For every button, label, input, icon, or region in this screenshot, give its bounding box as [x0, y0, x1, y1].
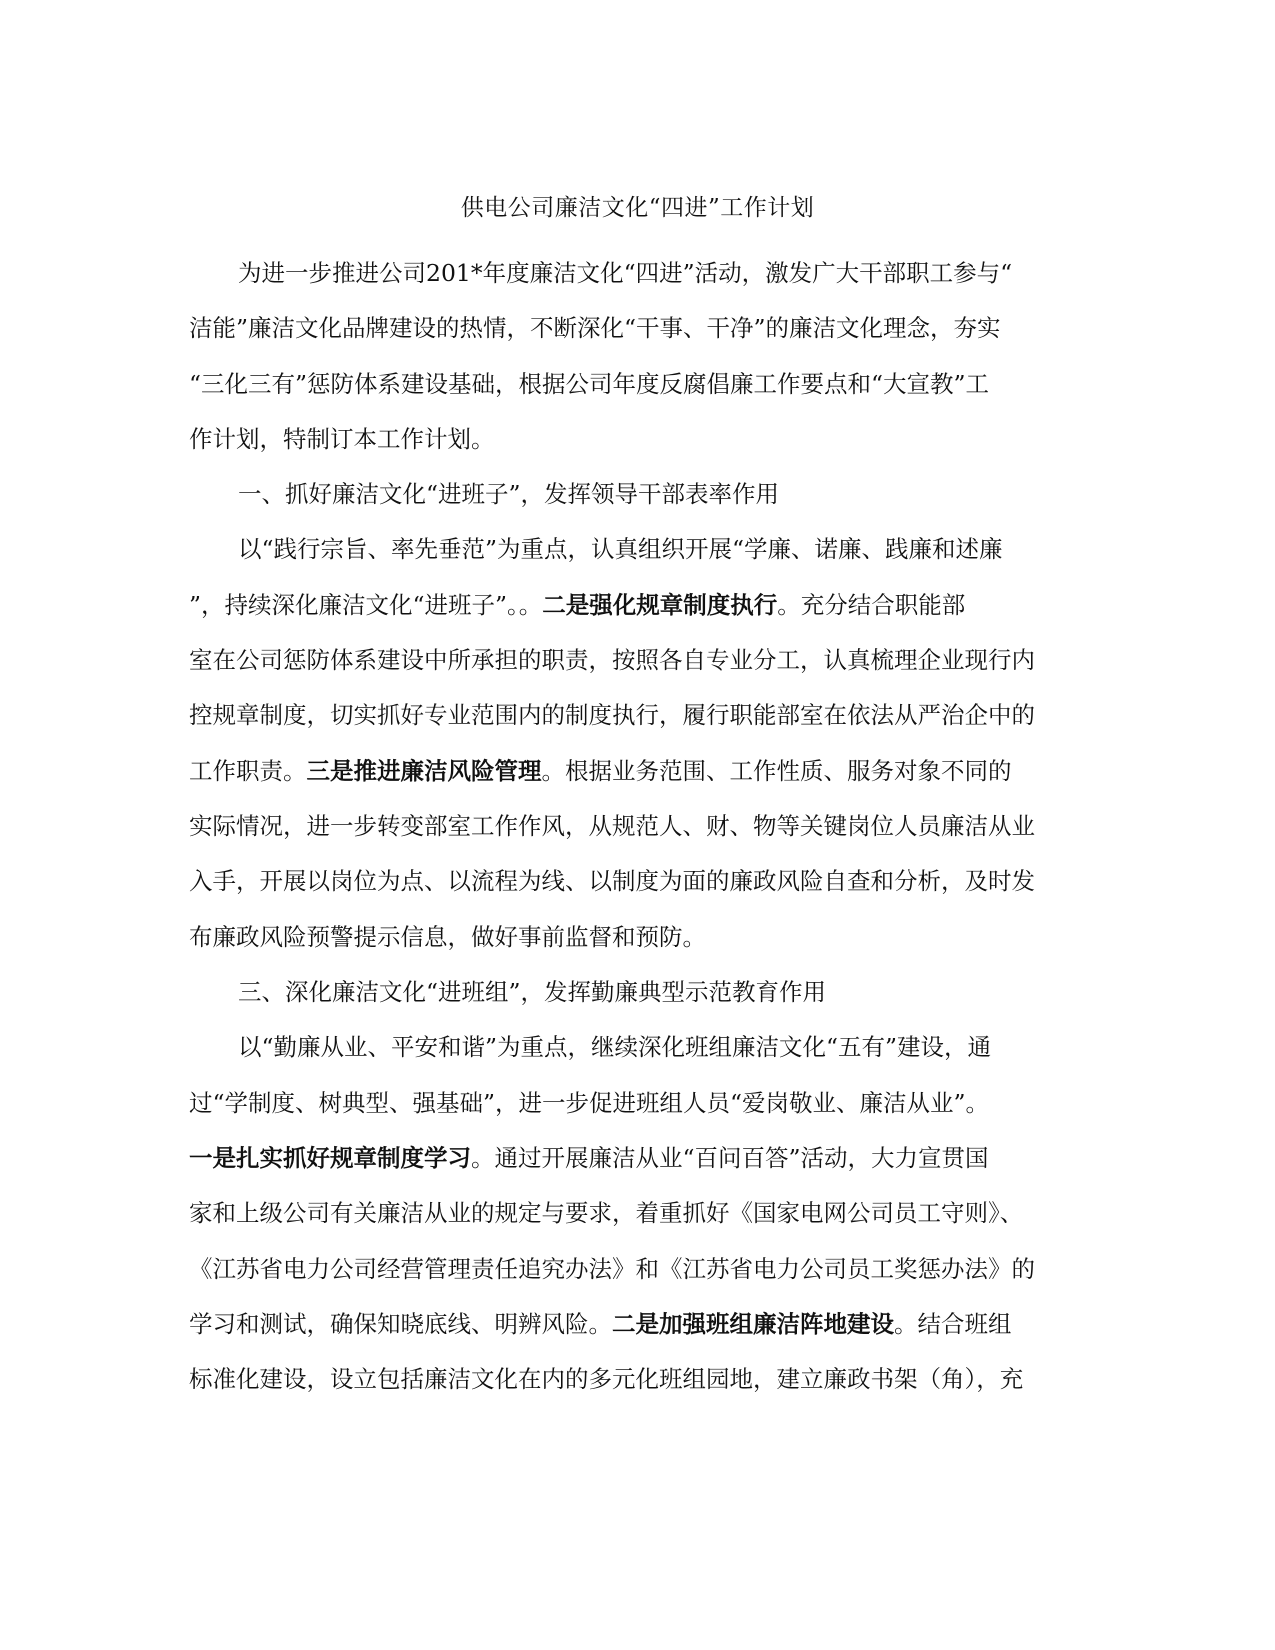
paragraph-line: 作计划，特制订本工作计划。: [189, 425, 495, 453]
paragraph-line: 为进一步推进公司201*年度廉洁文化“四进”活动，激发广大干部职工参与“: [238, 259, 1013, 287]
paragraph-line: [189, 1141, 1089, 1175]
paragraph-line: “三化三有”惩防体系建设基础，根据公司年度反腐倡廉工作要点和“大宣教”工: [189, 370, 990, 398]
bold-key-point: 二是强化规章制度执行: [542, 591, 778, 619]
line-text: 。结合班组: [894, 1310, 1012, 1338]
paragraph-line: [189, 754, 1089, 788]
paragraph-line: 控规章制度，切实抓好专业范围内的制度执行，履行职能部室在依法从严治企中的: [189, 701, 1035, 729]
bold-key-point: 二是加强班组廉洁阵地建设: [612, 1310, 894, 1338]
paragraph-line: 以“践行宗旨、率先垂范”为重点，认真组织开展“学廉、诺廉、践廉和述廉: [238, 535, 1003, 563]
line-text: 。通过开展廉洁从业“百问百答”活动，大力宣贯国: [471, 1144, 989, 1172]
line-text: 工作职责。: [189, 757, 307, 785]
bold-key-point: 一是扎实抓好规章制度学习: [189, 1144, 471, 1172]
paragraph-line: 过“学制度、树典型、强基础”，进一步促进班组人员“爱岗敬业、廉洁从业”。: [189, 1089, 990, 1117]
section-heading: 一、抓好廉洁文化“进班子”，发挥领导干部表率作用: [238, 480, 780, 508]
paragraph-line: 入手，开展以岗位为点、以流程为线、以制度为面的廉政风险自查和分析，及时发: [189, 867, 1035, 895]
bold-key-point: 三是推进廉洁风险管理: [306, 757, 542, 785]
paragraph-line: 标准化建设，设立包括廉洁文化在内的多元化班组园地，建立廉政书架（角），充: [189, 1365, 1024, 1393]
paragraph-line: 实际情况，进一步转变部室工作作风，从规范人、财、物等关键岗位人员廉洁从业: [189, 812, 1035, 840]
line-text: 。根据业务范围、工作性质、服务对象不同的: [541, 757, 1012, 785]
paragraph-line: 以“勤廉从业、平安和谐”为重点，继续深化班组廉洁文化“五有”建设，通: [238, 1033, 992, 1061]
document-title: 供电公司廉洁文化“四进”工作计划: [460, 195, 815, 221]
line-text: ”，持续深化廉洁文化“进班子”。。: [189, 591, 543, 619]
section-heading: 三、深化廉洁文化“进班组”，发挥勤廉典型示范教育作用: [238, 978, 827, 1006]
paragraph-line: [189, 1307, 1089, 1341]
paragraph-line: [189, 588, 1089, 622]
paragraph-line: 室在公司惩防体系建设中所承担的职责，按照各自专业分工，认真梳理企业现行内: [189, 646, 1035, 674]
paragraph-line: 布廉政风险预警提示信息，做好事前监督和预防。: [189, 923, 706, 951]
paragraph-line: 《江苏省电力公司经营管理责任追究办法》和《江苏省电力公司员工奖惩办法》的: [189, 1255, 1035, 1283]
line-text: 。充分结合职能部: [777, 591, 966, 619]
paragraph-line: 洁能”廉洁文化品牌建设的热情，不断深化“干事、干净”的廉洁文化理念，夯实: [189, 314, 1001, 342]
paragraph-line: 家和上级公司有关廉洁从业的规定与要求，着重抓好《国家电网公司员工守则》、: [189, 1199, 1024, 1227]
line-text: 学习和测试，确保知晓底线、明辨风险。: [189, 1310, 612, 1338]
